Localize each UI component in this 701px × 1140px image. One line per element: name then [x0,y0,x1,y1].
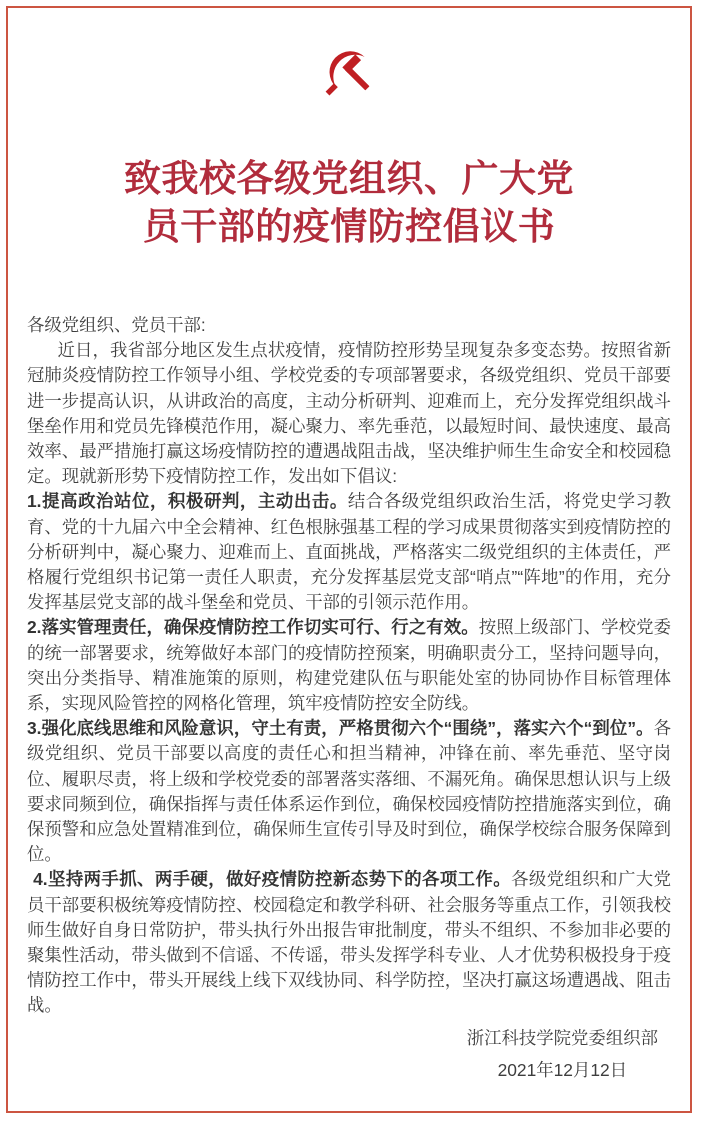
proposal-list [27,489,671,1018]
emblem-container [8,43,690,99]
proposal-item-body: 按照上级部门、学校党委的统一部署要求，统筹做好本部门的疫情防控预案，明确职责分工，坚持问题导向，突出分类指导、精准施策的原则，构建党建队伍与职能处室的协同协作目标管理体系，实现风险管控的网格化管理，筑牢疫情防控安全防线。 [27,617,671,714]
intro-paragraph: 近日，我省部分地区发生点状疫情，疫情防控形势呈现复杂多变态势。按照省新冠肺炎疫情防控工作领导小组、学校党委的专项部署要求，各级党组织、党员干部要进一步提高认识，从讲政治的高度，主动分析研判、迎难而上，充分发挥党组织战斗堡垒作用和党员先锋模范作用，凝心聚力、率先垂范，以最短时间、最快速度、最高效率、最严措施打赢这场疫情防控的遭遇战阻击战，坚决维护师生生命安全和校园稳定。现就新形势下疫情防控工作，发出如下倡议: [27,340,671,487]
proposal-item [27,867,671,1018]
proposal-item-body: 各级党组织、党员干部要以高度的责任心和担当精神，冲锋在前、率先垂范、坚守岗位、履职尽责，将上级和学校党委的部署落实落细、不漏死角。确保思想认识与上级要求同频到位，确保指挥与责任体系运作到位，确保校园疫情防控措施落实到位，确保预警和应急处置精准到位，确保师生宣传引导及时到位，确保学校综合服务保障到位。 [27,718,671,865]
page-title-line-1: 致我校各级党组织、广大党 [124,158,574,199]
signature-block [27,1026,671,1083]
page-title-line-2: 员干部的疫情防控倡议书 [142,206,556,247]
proposal-item-lead: 3.强化底线思维和风险意识，守土有责，严格贯彻六个“围绕”，落实六个“到位”。 [27,718,654,739]
proposal-item-body: 结合各级党组织政治生活，将党史学习教育、党的十九届六中全会精神、红色根脉强基工程的学习成果贯彻落实到疫情防控的分析研判中，凝心聚力、迎难而上、直面挑战，严格落实二级党组织的主体责任，严格履行党组织书记第一责任人职责，充分发挥基层党支部“哨点”“阵地”的作用，充分发挥基层党支部的战斗堡垒和党员、干部的引领示范作用。 [27,491,671,613]
proposal-item-lead: 4.坚持两手抓、两手硬，做好疫情防控新态势下的各项工作。 [33,869,512,890]
page-title [8,155,690,251]
proposal-item-lead: 1.提高政治站位，积极研判，主动出击。 [27,491,348,512]
proposal-item [27,716,671,867]
document-border-frame [6,6,692,1113]
proposal-item-body: 各级党组织和广大党员干部要积极统筹疫情防控、校园稳定和教学科研、社会服务等重点工作，引领我校师生做好自身日常防护，带头执行外出报告审批制度，带头不组织、不参加非必要的聚集性活动，带头做到不信谣、不传谣，带头发挥学科专业、人才优势积极投身于疫情防控工作中，带头开展线上线下双线协同、科学防控，坚决打赢这场遭遇战、阻击战。 [27,869,671,1016]
cpc-hammer-sickle-emblem-icon [322,43,376,99]
proposal-item [27,489,671,615]
proposal-item [27,615,671,716]
signature-date: 2021年12月12日 [497,1059,628,1080]
salutation: 各级党组织、党员干部: [27,315,206,335]
proposal-item-lead: 2.落实管理责任，确保疫情防控工作切实可行、行之有效。 [27,617,479,638]
letter-body [8,313,690,1083]
signature-organization: 浙江科技学院党委组织部 [466,1027,658,1048]
